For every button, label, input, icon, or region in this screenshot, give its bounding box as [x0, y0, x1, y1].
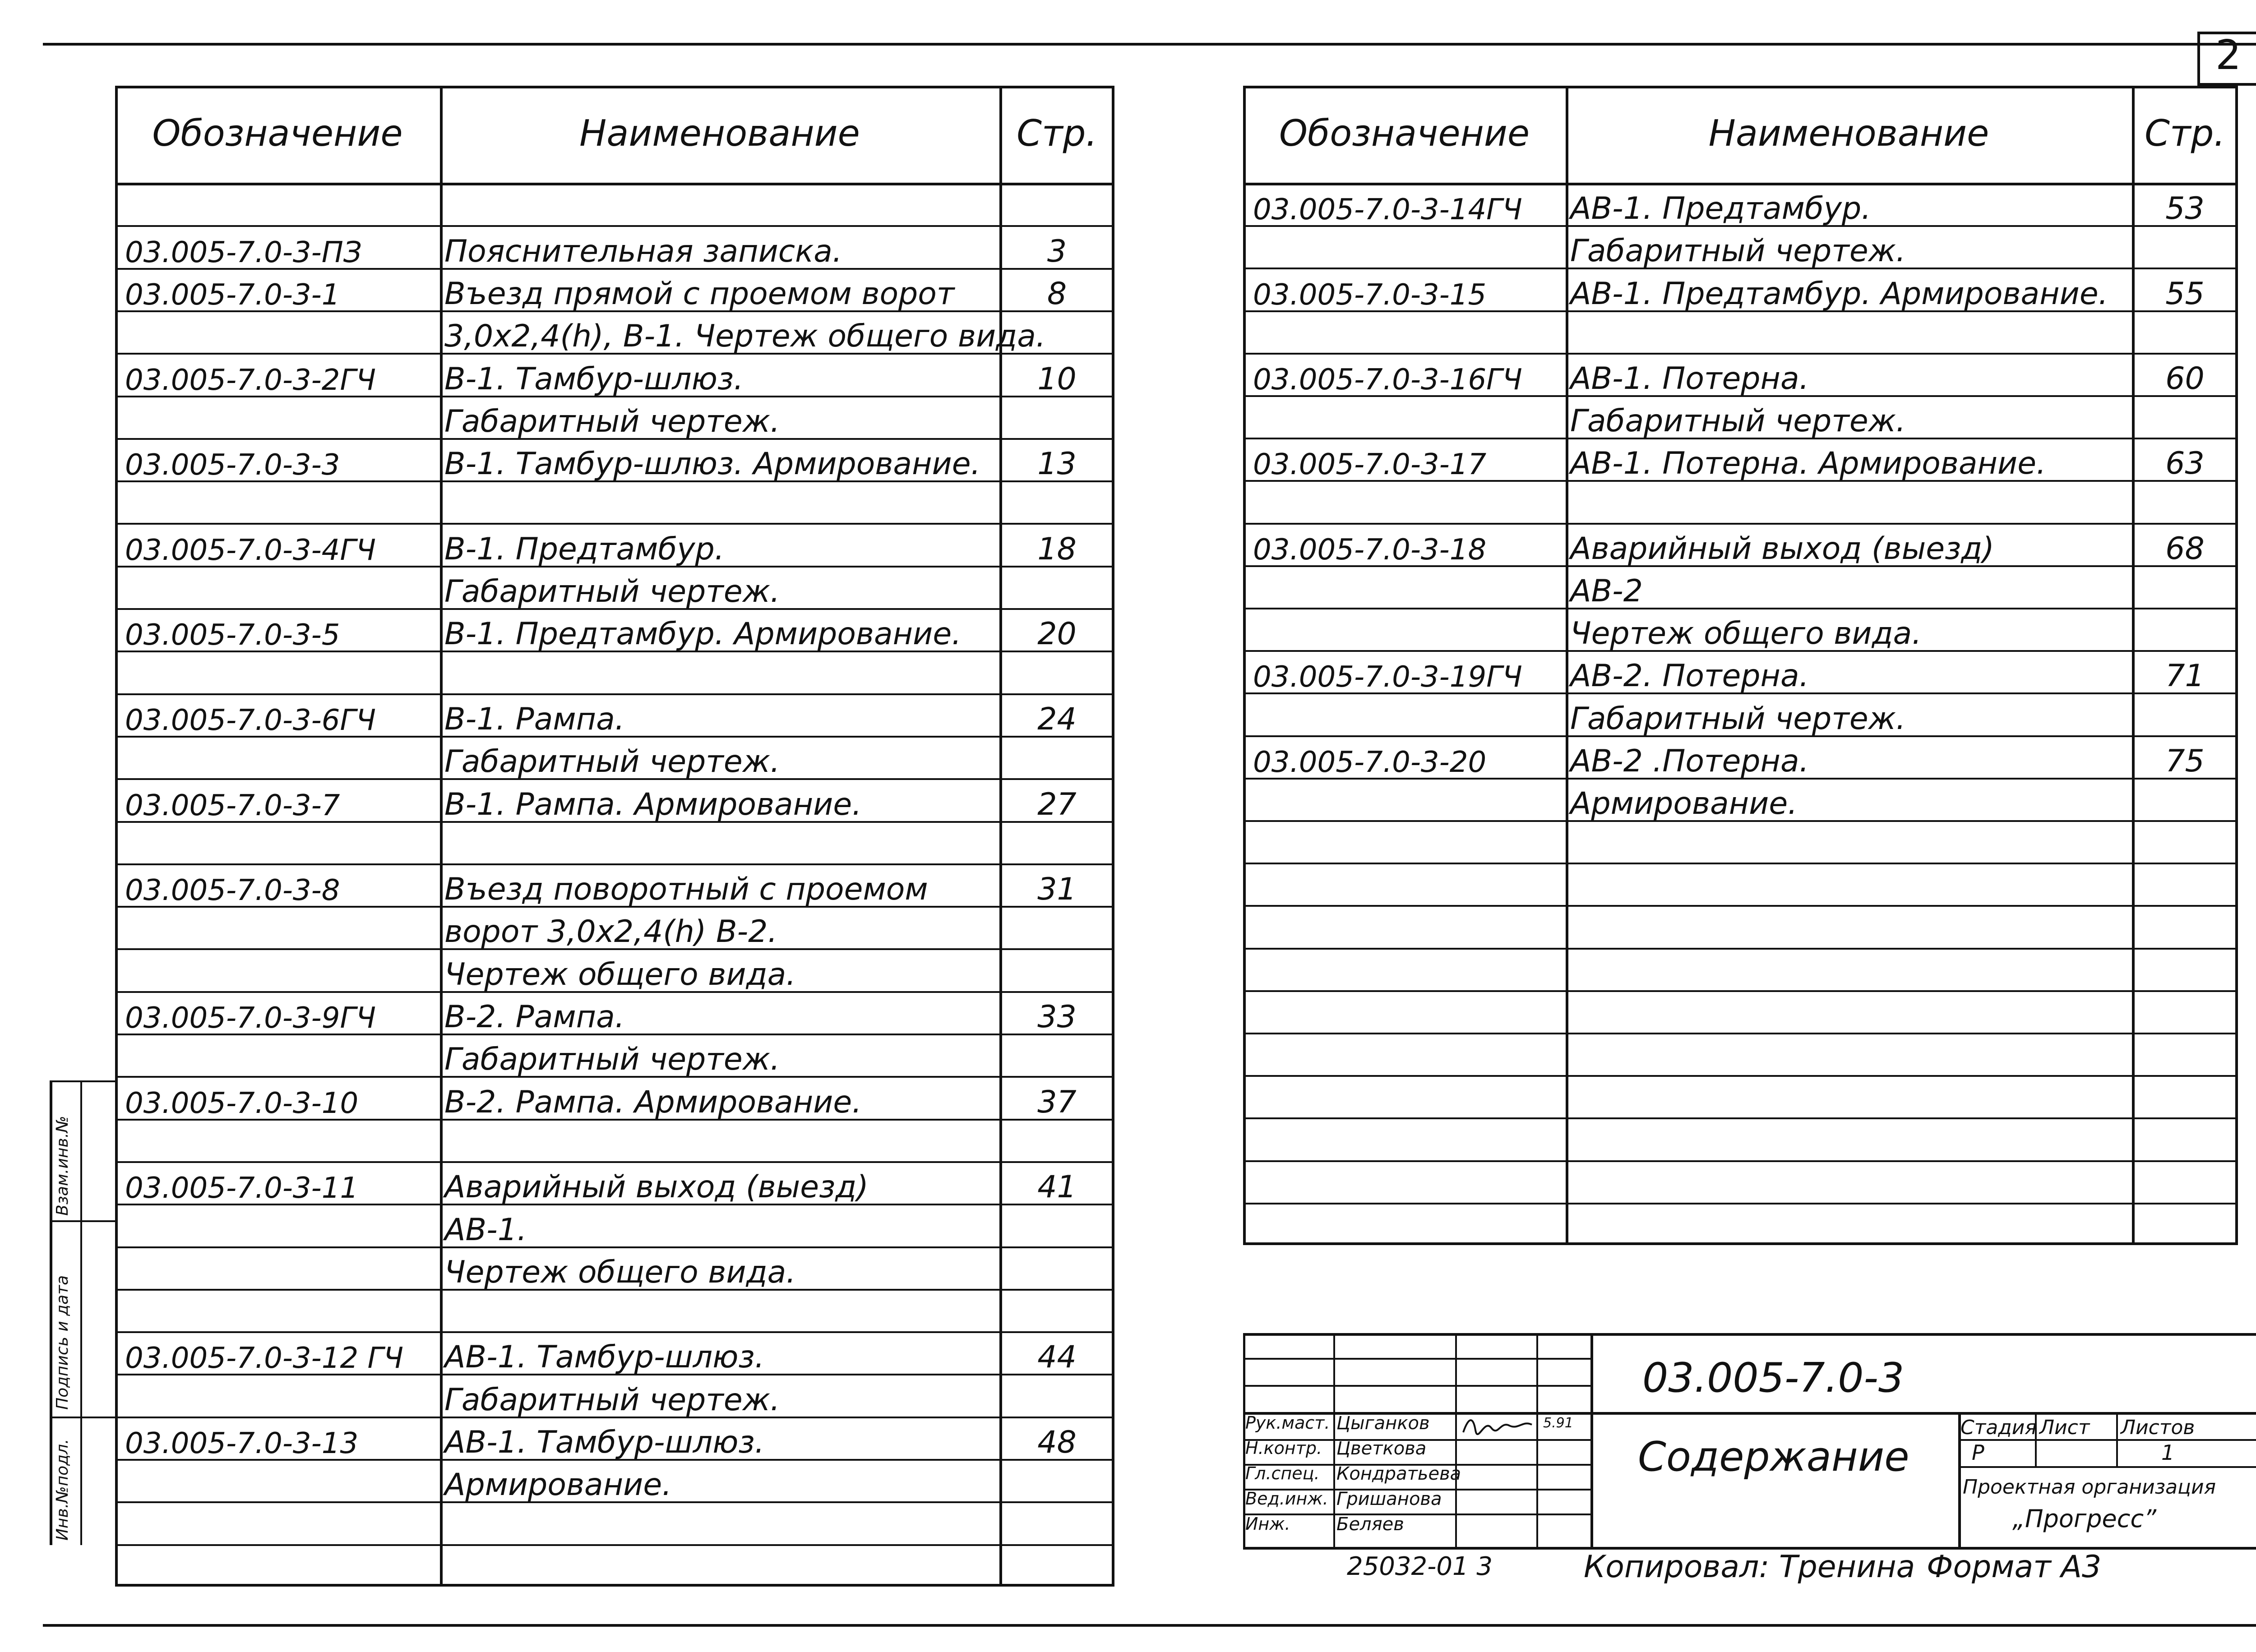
- right-table-header: Обозначение: [1279, 112, 1530, 154]
- right-table-row-line: [1243, 225, 2238, 227]
- row-page: 20: [1037, 616, 1077, 652]
- left-table-row-line: [115, 1204, 1114, 1205]
- tb-col-3: [1536, 1333, 1538, 1550]
- row-name: АВ-2: [1570, 573, 1643, 609]
- tb-col-2: [1455, 1333, 1457, 1550]
- row-page: 75: [2165, 743, 2205, 779]
- row-page: 68: [2165, 531, 2205, 567]
- row-name: Аварийный выход (выезд): [444, 1169, 869, 1205]
- right-table-row-line: [1243, 395, 2238, 397]
- row-page: 41: [1037, 1169, 1077, 1205]
- row-name: Габаритный чертеж.: [1570, 233, 1906, 269]
- row-name: АВ-2. Потерна.: [1570, 658, 1809, 694]
- side-stamp-sep-1: [50, 1220, 117, 1222]
- right-table-row-line: [1243, 990, 2238, 992]
- row-page: 60: [2165, 361, 2205, 397]
- left-table-row-line: [115, 1076, 1114, 1078]
- row-name: 3,0х2,4(h), В-1. Чертеж общего вида.: [444, 318, 1046, 355]
- frame-top-line: [43, 43, 2256, 46]
- row-code: 03.005-7.0-3-1: [125, 278, 340, 312]
- left-table-row-line: [115, 396, 1114, 397]
- right-table-row-line: [1243, 778, 2238, 780]
- row-name: АВ-1. Предтамбур.: [1570, 191, 1871, 227]
- side-stamp-vzam-inv: Взам.инв.№: [53, 1116, 72, 1216]
- row-code: 03.005-7.0-3-20: [1253, 745, 1487, 779]
- row-code: 03.005-7.0-3-18: [1253, 533, 1487, 567]
- right-table-header: Наименование: [1708, 112, 1989, 154]
- row-name: АВ-1. Тамбур-шлюз.: [444, 1339, 765, 1375]
- row-page: 24: [1037, 701, 1077, 737]
- row-name: Габаритный чертеж.: [444, 1042, 780, 1078]
- row-code: 03.005-7.0-3-9ГЧ: [125, 1001, 376, 1035]
- tb-row-7: [1243, 1514, 1590, 1515]
- row-code: 03.005-7.0-3-19ГЧ: [1253, 660, 1522, 694]
- row-name: В-1. Рампа.: [444, 701, 625, 737]
- left-table-row-line: [115, 1417, 1114, 1418]
- format-label: Формат А3: [1927, 1549, 2102, 1585]
- left-table-row-line: [115, 1331, 1114, 1333]
- stage-label: Стадия: [1960, 1416, 2037, 1439]
- archive-number: 25032-01 3: [1347, 1552, 1493, 1581]
- row-code: 03.005-7.0-3-13: [125, 1427, 359, 1460]
- title-block-role: Н.контр.: [1245, 1438, 1322, 1458]
- right-table-row-line: [1243, 820, 2238, 822]
- side-stamp-sep-2: [50, 1417, 117, 1418]
- side-stamp-podpis: Подпись и дата: [53, 1275, 72, 1410]
- left-table-row-line: [115, 1501, 1114, 1503]
- left-table-row-line: [115, 736, 1114, 738]
- row-name: АВ-1.: [444, 1212, 527, 1248]
- row-name: В-2. Рампа.: [444, 999, 625, 1035]
- row-name: АВ-2 .Потерна.: [1570, 743, 1809, 779]
- row-code: 03.005-7.0-3-2ГЧ: [125, 363, 376, 397]
- right-table-row-line: [1243, 565, 2238, 567]
- copied-by: Копировал: Тренина: [1584, 1549, 1915, 1585]
- left-table-row-line: [115, 1161, 1114, 1163]
- frame-bottom-line: [43, 1624, 2256, 1627]
- row-name: Въезд поворотный с проемом: [444, 872, 928, 908]
- right-table-row-line: [1243, 438, 2238, 439]
- tb-col-1: [1333, 1333, 1335, 1550]
- title-block-name: Цветкова: [1336, 1438, 1427, 1459]
- right-table-row-line: [1243, 692, 2238, 694]
- left-table-row-line: [115, 566, 1114, 568]
- left-table-header-line: [115, 183, 1114, 185]
- row-name: Чертеж общего вида.: [444, 1254, 796, 1290]
- row-name: В-1. Тамбур-шлюз. Армирование.: [444, 446, 981, 482]
- left-table-row-line: [115, 268, 1114, 270]
- right-table-header-line: [1243, 183, 2238, 185]
- row-name: Габаритный чертеж.: [444, 1382, 780, 1418]
- title-block-name: Беляев: [1336, 1514, 1404, 1535]
- left-table-header: Стр.: [1017, 112, 1097, 154]
- row-code: 03.005-7.0-3-12 ГЧ: [125, 1342, 404, 1375]
- row-name: АВ-1. Потерна.: [1570, 361, 1809, 397]
- row-name: В-1. Предтамбур.: [444, 531, 725, 567]
- right-table-row-line: [1243, 480, 2238, 482]
- row-page: 48: [1037, 1425, 1077, 1460]
- left-table-row-line: [115, 353, 1114, 355]
- right-table-row-line: [1243, 650, 2238, 652]
- right-table-row-line: [1243, 1033, 2238, 1034]
- row-code: 03.005-7.0-3-16ГЧ: [1253, 363, 1522, 397]
- row-page: 44: [1037, 1339, 1077, 1375]
- signature-date: 5.91: [1543, 1415, 1573, 1431]
- left-table-row-line: [115, 1374, 1114, 1375]
- left-table-row-line: [115, 778, 1114, 780]
- row-name: Габаритный чертеж.: [444, 744, 780, 780]
- left-table-row-line: [115, 1459, 1114, 1461]
- right-table-row-line: [1243, 1075, 2238, 1077]
- left-table-row-line: [115, 1289, 1114, 1291]
- left-table-row-line: [115, 1246, 1114, 1248]
- right-table-row-line: [1243, 863, 2238, 864]
- right-table-row-line: [1243, 735, 2238, 737]
- row-code: 03.005-7.0-3-4ГЧ: [125, 533, 376, 567]
- row-name: В-1. Рампа. Армирование.: [444, 786, 862, 822]
- left-table-row-line: [115, 480, 1114, 482]
- side-stamp-top-line: [50, 1080, 117, 1082]
- right-table-row-line: [1243, 1203, 2238, 1204]
- title-block-name: Кондратьева: [1336, 1463, 1461, 1484]
- left-table-row-line: [115, 948, 1114, 950]
- document-title: Содержание: [1638, 1433, 1909, 1481]
- row-page: 55: [2165, 276, 2205, 312]
- row-page: 18: [1037, 531, 1077, 567]
- left-table-row-line: [115, 608, 1114, 610]
- title-block-role: Вед.инж.: [1245, 1489, 1328, 1509]
- tb-col-4: [1590, 1333, 1593, 1550]
- title-block-name: Цыганков: [1336, 1413, 1430, 1434]
- row-page: 37: [1037, 1084, 1077, 1120]
- sheets-value: 1: [2161, 1440, 2175, 1465]
- right-table-row-line: [1243, 1117, 2238, 1119]
- row-name: АВ-1. Предтамбур. Армирование.: [1570, 276, 2108, 312]
- row-name: Чертеж общего вида.: [1570, 616, 1922, 652]
- row-name: Габаритный чертеж.: [1570, 403, 1906, 439]
- tb-stage-row-2: [1958, 1466, 2256, 1468]
- left-table-header: Обозначение: [152, 112, 403, 154]
- sheets-label: Листов: [2121, 1416, 2195, 1439]
- row-name: В-1. Предтамбур. Армирование.: [444, 616, 962, 652]
- right-table-row-line: [1243, 1160, 2238, 1162]
- signature-mark: [1460, 1412, 1536, 1439]
- row-page: 53: [2165, 191, 2205, 227]
- right-table-header: Стр.: [2145, 112, 2225, 154]
- title-block-name: Гришанова: [1336, 1489, 1442, 1509]
- left-table-row-line: [115, 651, 1114, 652]
- right-table-row-line: [1243, 905, 2238, 907]
- row-page: 63: [2165, 446, 2205, 482]
- right-table-col-divider: [1566, 86, 1568, 1245]
- left-table-row-line: [115, 991, 1114, 993]
- row-name: АВ-1. Тамбур-шлюз.: [444, 1425, 765, 1460]
- row-code: 03.005-7.0-3-17: [1253, 448, 1487, 482]
- row-code: 03.005-7.0-3-7: [125, 789, 340, 822]
- left-table-row-line: [115, 1544, 1114, 1546]
- left-table-row-line: [115, 523, 1114, 525]
- sheet-label: Лист: [2039, 1416, 2090, 1439]
- row-page: 8: [1047, 276, 1067, 312]
- left-table-row-line: [115, 1034, 1114, 1035]
- row-page: 31: [1037, 872, 1077, 908]
- row-code: 03.005-7.0-3-11: [125, 1172, 359, 1205]
- document-code: 03.005-7.0-3: [1642, 1354, 1905, 1402]
- title-block-role: Гл.спец.: [1245, 1463, 1320, 1483]
- left-table-header: Наименование: [579, 112, 860, 154]
- title-block-role: Инж.: [1245, 1514, 1290, 1534]
- right-table-row-line: [1243, 353, 2238, 355]
- row-page: 3: [1047, 233, 1067, 269]
- row-code: 03.005-7.0-3-6ГЧ: [125, 703, 376, 737]
- organization-line-1: Проектная организация: [1963, 1476, 2216, 1499]
- left-table-row-line: [115, 225, 1114, 227]
- right-table-row-line: [1243, 608, 2238, 609]
- row-page: 27: [1037, 786, 1077, 822]
- right-table-row-line: [1243, 948, 2238, 950]
- row-code: 03.005-7.0-3-ПЗ: [125, 235, 362, 269]
- left-table-row-line: [115, 821, 1114, 823]
- tb-row-1: [1243, 1358, 1590, 1360]
- row-name: В-1. Тамбур-шлюз.: [444, 361, 744, 397]
- row-name: Габаритный чертеж.: [1570, 701, 1906, 737]
- title-block-role: Рук.маст.: [1245, 1413, 1330, 1433]
- row-code: 03.005-7.0-3-10: [125, 1086, 359, 1120]
- row-name: Габаритный чертеж.: [444, 574, 780, 609]
- row-code: 03.005-7.0-3-5: [125, 618, 340, 652]
- row-name: Пояснительная записка.: [444, 233, 842, 269]
- left-table-row-line: [115, 310, 1114, 312]
- row-code: 03.005-7.0-3-15: [1253, 278, 1487, 312]
- row-name: Армирование.: [1570, 786, 1798, 821]
- row-name: АВ-1. Потерна. Армирование.: [1570, 446, 2046, 482]
- row-code: 03.005-7.0-3-3: [125, 448, 340, 482]
- row-name: ворот 3,0х2,4(h) В-2.: [444, 914, 778, 950]
- row-name: Въезд прямой с проемом ворот: [444, 276, 955, 312]
- row-page: 33: [1037, 999, 1077, 1035]
- row-page: 13: [1037, 446, 1077, 482]
- tb-stage-row-1: [1958, 1439, 2256, 1441]
- row-code: 03.005-7.0-3-14ГЧ: [1253, 193, 1522, 227]
- side-stamp-inv-podl: Инв.№подл.: [53, 1439, 72, 1541]
- row-page: 71: [2165, 658, 2205, 694]
- row-code: 03.005-7.0-3-8: [125, 874, 340, 908]
- side-stamp-inner-line: [80, 1080, 82, 1545]
- right-table-row-line: [1243, 523, 2238, 525]
- row-page: 10: [1037, 361, 1077, 397]
- side-stamp-left-line: [50, 1080, 52, 1545]
- left-table-row-line: [115, 863, 1114, 865]
- stage-value: Р: [1972, 1440, 1984, 1465]
- row-name: Чертеж общего вида.: [444, 956, 796, 992]
- left-table-row-line: [115, 1119, 1114, 1121]
- left-table-row-line: [115, 693, 1114, 695]
- row-name: Армирование.: [444, 1467, 672, 1503]
- tb-row-2: [1243, 1385, 1590, 1387]
- left-table-row-line: [115, 906, 1114, 908]
- right-table-row-line: [1243, 310, 2238, 312]
- row-name: В-2. Рампа. Армирование.: [444, 1084, 862, 1120]
- row-name: Габаритный чертеж.: [444, 403, 780, 439]
- right-table-row-line: [1243, 268, 2238, 269]
- left-table-row-line: [115, 438, 1114, 440]
- row-name: Аварийный выход (выезд): [1570, 531, 1994, 567]
- organization-line-2: „Прогресс”: [2012, 1504, 2157, 1533]
- sheet-number: 2: [2215, 32, 2242, 79]
